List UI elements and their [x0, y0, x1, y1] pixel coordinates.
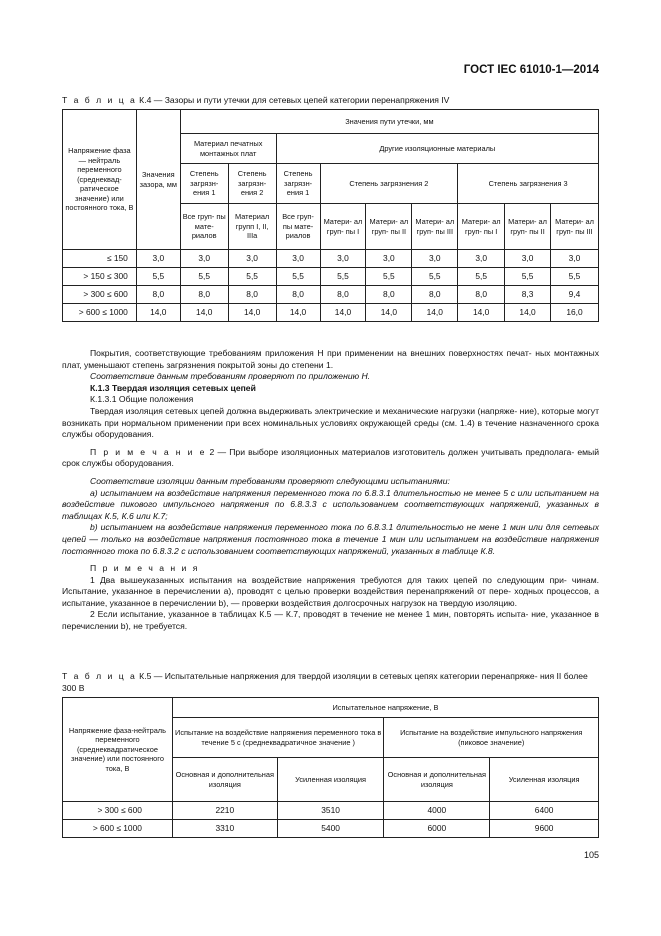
k4-cell: 5,5	[228, 268, 276, 286]
k4-header-voltage: Напряжение фаза — нейтраль переменного (среднеквад- ратическое значение) или постоянного тока, В	[63, 110, 137, 250]
table-row	[63, 820, 599, 838]
k4-cell: 3,0	[366, 250, 412, 268]
k4-cell: 14,0	[505, 304, 551, 322]
k5-cell: > 600 ≤ 1000	[63, 820, 173, 838]
k4-sub: Матери- ал груп- пы III	[551, 204, 599, 250]
k5-sub: Усиленная изоляция	[490, 758, 599, 802]
k4-cell: 8,0	[228, 286, 276, 304]
k4-cell: 3,0	[458, 250, 505, 268]
paragraph: Покрытия, соответствующие требованиям приложения Н при применении на внешних поверхностях печат- ных монтажных плат, уменьшают степень загрязнения покрытой зоны до степени 1.	[62, 348, 599, 370]
k5-cell: 3310	[172, 820, 277, 838]
k4-cell: 9,4	[551, 286, 599, 304]
k4-cell: 8,0	[320, 286, 366, 304]
k4-sub: Матери- ал груп- пы I	[320, 204, 366, 250]
table-k4-caption: Т а б л и ц а К.4 — Зазоры и пути утечки для сетевых цепей категории перенапряжения IV	[62, 95, 450, 105]
table-k5-caption: Т а б л и ц а К.5 — Испытательные напряжения для твердой изоляции в сетевых цепях категории перенапряже- ния II более 300 В	[62, 671, 588, 693]
k4-cell: 8,0	[136, 286, 180, 304]
paragraph: b) испытанием на воздействие напряжения переменного тока по 6.8.3.1 длительностью не мене 1 мин или для сетевых цепей — только на воздействие напряжения постоянного тока в течение 1 мин или испытанием на воздействие напряжения постоянного тока по 6.8.3.2 с использованием соответствующих напряжений, указанных в таблице К.8.	[62, 522, 599, 556]
k5-cell: 5400	[277, 820, 384, 838]
k4-cell: 5,5	[505, 268, 551, 286]
k4-cell: 5,5	[136, 268, 180, 286]
k5-header-test: Испытательное напряжение, В	[172, 698, 598, 718]
k4-cell: 3,0	[180, 250, 228, 268]
table-row	[63, 250, 599, 268]
k4-sub: Все груп- пы мате- риалов	[276, 204, 320, 250]
k4-cell: 3,0	[228, 250, 276, 268]
k5-cell: 3510	[277, 802, 384, 820]
k4-header-other: Другие изоляционные материалы	[276, 134, 598, 164]
k4-cell: 14,0	[412, 304, 458, 322]
k4-sub: Матери- ал груп- пы III	[412, 204, 458, 250]
paragraph: Соответствие изоляции данным требованиям проверяют следующими испытаниями:	[90, 475, 450, 486]
k4-cell: 5,5	[320, 268, 366, 286]
table-row	[63, 304, 599, 322]
k4-cell: 14,0	[276, 304, 320, 322]
k4-header-deg1-pcb: Степень загрязн- ения 1	[180, 164, 228, 204]
k4-cell: 3,0	[505, 250, 551, 268]
k4-cell: 14,0	[320, 304, 366, 322]
document-header: ГОСТ IEC 61010-1—2014	[463, 64, 599, 76]
note: П р и м е ч а н и е 2 — При выборе изоляционных материалов изготовитель должен учитывать предполага- емый срок службы оборудования.	[62, 446, 599, 469]
k4-cell: 8,0	[276, 286, 320, 304]
k5-cell: 4000	[384, 802, 490, 820]
k4-cell: 3,0	[276, 250, 320, 268]
k4-header-deg2-pcb: Степень загрязн- ения 2	[228, 164, 276, 204]
k4-cell: 5,5	[276, 268, 320, 286]
notes-label: П р и м е ч а н и я	[90, 563, 200, 574]
k4-cell: 14,0	[366, 304, 412, 322]
k4-cell: 5,5	[551, 268, 599, 286]
k4-cell: 5,5	[366, 268, 412, 286]
k5-sub: Основная и дополнительная изоляция	[384, 758, 490, 802]
note: 1 Два вышеуказанных испытания на воздействие напряжения требуются для таких цепей по следующим при- чинам. Испытание, указанное в перечислении а), проводят с целью проверки воздействия перенапряжений от пере- ходных процессов, а испытание, указанное в перечислении b), — проверки воздействия долгосрочных нагрузок на твердую изоляцию.	[62, 574, 599, 608]
k4-sub: Матери- ал груп- пы II	[366, 204, 412, 250]
k4-header-pcb: Материал печатных монтажных плат	[180, 134, 276, 164]
note: 2 Если испытание, указанное в таблицах К.5 — К.7, проводят в течение не менее 1 мин, повторять испыта- ние, указанное в перечислении b), не требуется.	[62, 609, 599, 632]
k4-cell: 8,3	[505, 286, 551, 304]
k4-cell: 5,5	[458, 268, 505, 286]
k5-cell: > 300 ≤ 600	[63, 802, 173, 820]
table-k5	[62, 697, 599, 838]
paragraph: Соответствие данным требованиям проверяют по приложению Н.	[90, 371, 371, 382]
k4-cell: > 600 ≤ 1000	[63, 304, 137, 322]
table-row	[63, 802, 599, 820]
table-k4	[62, 109, 599, 322]
paragraph: Твердая изоляция сетевых цепей должна выдерживать электрические и механические нагрузки (напряже- ние), которые могут возникать при нормальном применении при всех номинальных условиях окружающей среды (см. 1.4) в течение назначенного срока службы оборудования.	[62, 405, 599, 440]
k4-sub: Матери- ал груп- пы I	[458, 204, 505, 250]
k4-cell: 8,0	[366, 286, 412, 304]
k4-header-deg1-other: Степень загрязн- ения 1	[276, 164, 320, 204]
k5-header-impulse: Испытание на воздействие импульсного напряжения (пиковое значение)	[384, 718, 599, 758]
k4-cell: 5,5	[180, 268, 228, 286]
k4-cell: > 300 ≤ 600	[63, 286, 137, 304]
body-text	[62, 348, 599, 633]
k5-cell: 6000	[384, 820, 490, 838]
k5-cell: 2210	[172, 802, 277, 820]
k4-header-creepage: Значения пути утечки, мм	[180, 110, 598, 134]
k4-cell: ≤ 150	[63, 250, 137, 268]
k4-cell: 3,0	[551, 250, 599, 268]
paragraph: а) испытанием на воздействие напряжения переменного тока по 6.8.3.1 длительностью не менее 5 с или испытанием на воздействие пикового импульсного напряжения по 6.8.3.3 с использованием соответствующих напряжений, указанных в таблицах К.5, К.6 или К.7;	[62, 487, 599, 521]
k5-sub: Усиленная изоляция	[277, 758, 384, 802]
k5-sub: Основная и дополнительная изоляция	[172, 758, 277, 802]
k5-cell: 6400	[490, 802, 599, 820]
k4-cell: 16,0	[551, 304, 599, 322]
k5-header-voltage: Напряжение фаза-нейтраль переменного (среднеквадратическое значение) или постоянного тока, В	[63, 698, 173, 802]
section-heading: К.1.3 Твердая изоляция сетевых цепей	[90, 382, 256, 393]
subsection-heading: К.1.3.1 Общие положения	[90, 394, 194, 405]
k4-cell: 5,5	[412, 268, 458, 286]
k5-header-ac: Испытание на воздействие напряжения переменного тока в течение 5 с (среднеквадратичное значение )	[172, 718, 384, 758]
k4-header-deg3-other: Степень загрязнения 3	[458, 164, 599, 204]
k4-cell: 3,0	[412, 250, 458, 268]
table-row	[63, 268, 599, 286]
k4-cell: 14,0	[228, 304, 276, 322]
k4-sub: Матери- ал груп- пы II	[505, 204, 551, 250]
k4-cell: 14,0	[136, 304, 180, 322]
k4-cell: 14,0	[180, 304, 228, 322]
k4-sub: Материал групп I, II, IIIa	[228, 204, 276, 250]
k4-cell: 3,0	[320, 250, 366, 268]
page-number: 105	[583, 850, 599, 860]
k4-cell: 8,0	[458, 286, 505, 304]
k4-cell: 8,0	[180, 286, 228, 304]
k4-sub: Все груп- пы мате- риалов	[180, 204, 228, 250]
k4-cell: 8,0	[412, 286, 458, 304]
k4-header-clearance: Значения зазора, мм	[136, 110, 180, 250]
k5-cell: 9600	[490, 820, 599, 838]
k4-cell: 3,0	[136, 250, 180, 268]
k4-cell: 14,0	[458, 304, 505, 322]
table-row	[63, 286, 599, 304]
k4-cell: > 150 ≤ 300	[63, 268, 137, 286]
k4-header-deg2-other: Степень загрязнения 2	[320, 164, 458, 204]
